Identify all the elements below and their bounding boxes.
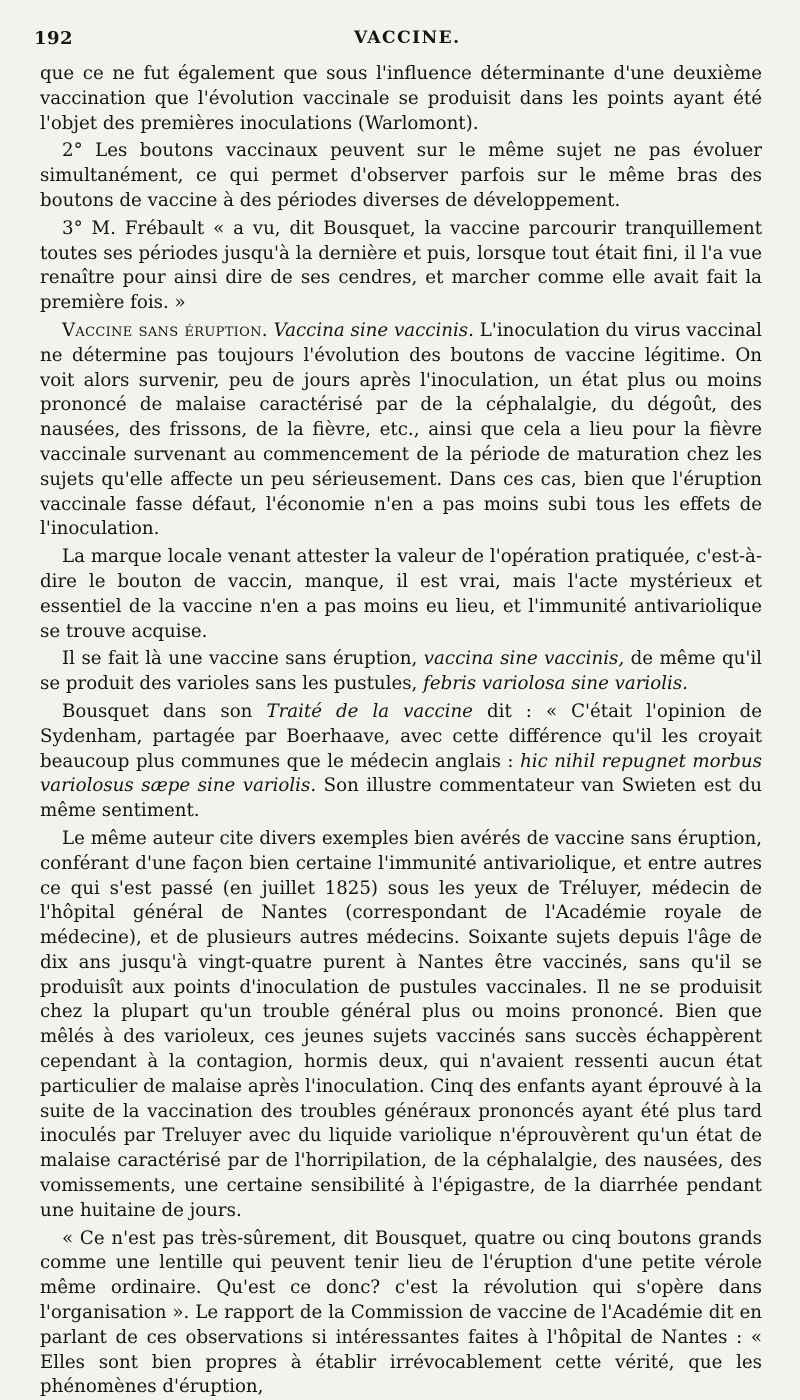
paragraph-point-2: 2° Les boutons vaccinaux peuvent sur le même sujet ne pas évoluer simultanément, ce qui permet d'observer parfois sur le même bras des boutons de vaccine à des périodes diverses de développement. xyxy=(40,140,762,211)
italic-book-title: Traité de la vaccine xyxy=(266,700,473,722)
page-number: 192 xyxy=(34,28,74,49)
paragraph-text: Il se fait là une vaccine sans éruption, xyxy=(62,648,418,670)
italic-latin-term: vaccina sine vaccinis, xyxy=(423,648,625,670)
paragraph-nantes-examples: Le même auteur cite divers exemples bien avérés de vaccine sans éruption, conférant d'une façon bien certaine l'immunité antivariolique, et entre autres ce qui s'est passé (en juillet 1825) sous les yeux de Tréluyer, médecin de l'hôpital général de Nantes (correspondant de l'Académie royale de médecine), et de plusieurs autres médecins. Soixante sujets depuis l'âge de dix ans jusqu'à vingt-quatre purent à Nantes être vaccinés, sans qu'il se produisît aux points d'inoculation de pustules vaccinales. Il ne se produisit chez la plupart qu'un trouble général plus ou moins prononcé. Bien que mêlés à des varioleux, ces jeunes sujets vaccinés sans succès échappèrent cependant à la contagion, hormis deux, qui n'avaient ressenti aucun état particulier de malaise après l'inoculation. Cinq des enfants ayant éprouvé à la suite de la vaccination des troubles généraux prononcés ayant été plus tard inoculés par Treluyer avec du liquide variolique n'éprouvèrent qu'un état de malaise caractérisé par de l'horripilation, de la céphalalgie, des nausées, des vomissements, une certaine sensibilité à l'épigastre, de la diarrhée pendant une huitaine de jours. xyxy=(40,827,762,1221)
running-title: VACCINE. xyxy=(354,28,461,48)
paragraph-text: Son illustre commentateur van Swieten est du même sentiment. xyxy=(40,775,762,822)
paragraph-text: dit : « C'était l'opinion de Sydenham, partagée par Boerhaave, avec cette différence qu'il les croyait beaucoup plus communes que le médecin anglais : xyxy=(40,700,762,772)
paragraph-point-3: 3° M. Frébault « a vu, dit Bousquet, la vaccine parcourir tranquillement toutes ses périodes jusqu'à la dernière et puis, lorsque tout était fini, il l'a vue renaître pour ainsi dire de ses cendres, et marcher comme elle avait fait la première fois. » xyxy=(40,217,762,314)
paragraph-bousquet-quote: « Ce n'est pas très-sûrement, dit Bousquet, quatre ou cinq boutons grands comme une lentille qui peuvent tenir lieu de l'éruption d'une petite vérole même ordinaire. Qu'est ce donc? c'est la révolution qui s'opère dans l'organisation ». Le rapport de la Commission de vaccine de l'Académie dit en parlant de ces observations si intéressantes faites à l'hôpital de Nantes : « Elles sont bien propres à établir irrévocablement cette vérité, que les phénomènes d'éruption, xyxy=(40,1227,762,1398)
page-header xyxy=(34,28,760,58)
paragraph-vaccine-sans-eruption xyxy=(40,319,762,542)
italic-latin-quote: hic nihil repugnet morbus variolosus sæpe sine variolis. xyxy=(40,750,762,797)
paragraph-continuation: que ce ne fut également que sous l'influence déterminante d'une deuxième vaccination que l'évolution vaccinale se produisit dans les points ayant été l'objet des premières inoculations (Warlomont). xyxy=(40,63,762,134)
section-heading: Vaccine sans éruption. xyxy=(62,319,268,341)
paragraph-text: Bousquet dans son xyxy=(62,700,253,722)
paragraph-vaccine-sans-eruption-2 xyxy=(40,647,762,697)
paragraph-marque-locale: La marque locale venant attester la valeur de l'opération pratiquée, c'est-à-dire le bouton de vaccin, manque, il est vrai, mais l'acte mystérieux et essentiel de la vaccine n'en a pas moins eu lieu, et l'immunité antivariolique se trouve acquise. xyxy=(40,546,762,642)
paragraph-text: L'inoculation du virus vaccinal ne détermine pas toujours l'évolution des boutons de vaccine légitime. On voit alors survenir, peu de jours après l'inoculation, un état plus ou moins prononcé de malaise caractérisé par de la céphalalgie, du dégoût, des nausées, des frissons, de la fièvre, etc., ainsi que cela a lieu pour la fièvre vaccinale survenant au commencement de la période de maturation chez les sujets qu'elle affecte un peu sérieusement. Dans ces cas, bien que l'éruption vaccinale fasse défaut, l'économie n'en a pas moins subi tous les effets de l'inoculation. xyxy=(40,319,762,540)
paragraph-bousquet-traite xyxy=(40,700,762,824)
italic-latin-term: febris variolosa sine variolis. xyxy=(423,673,688,695)
italic-latin-term: Vaccina sine vaccinis. xyxy=(273,319,474,341)
paragraph-text: de même qu'il se produit des varioles sans les pustules, xyxy=(40,648,762,695)
page-body xyxy=(40,62,762,1400)
